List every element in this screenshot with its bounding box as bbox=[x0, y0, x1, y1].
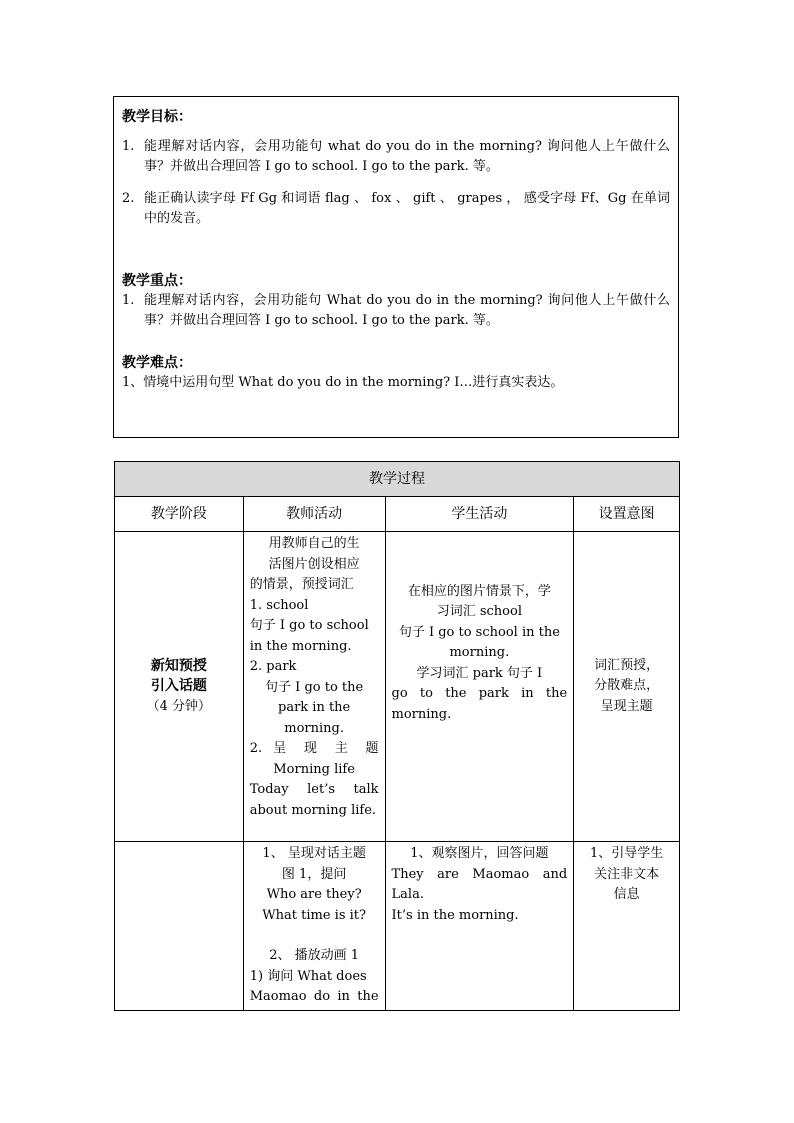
objective-item-2 bbox=[122, 189, 670, 229]
teacher-line: 的情景，预授词汇 bbox=[249, 577, 354, 592]
teacher-line: 句子 I go to school bbox=[249, 618, 369, 633]
student-line: 句子 I go to school in the bbox=[398, 624, 560, 640]
student-line: 1、观察图片，回答问题 bbox=[410, 846, 549, 861]
objective-item-1 bbox=[122, 137, 670, 177]
intent-line: 分散难点， bbox=[594, 678, 660, 694]
teacher-line: Who are they? bbox=[266, 887, 362, 902]
stage-name: 引入话题 bbox=[150, 678, 207, 695]
teacher-activity-cell bbox=[243, 842, 385, 1011]
stage-cell bbox=[115, 842, 244, 1011]
teacher-line: Today let’s talk bbox=[249, 782, 379, 797]
teacher-line: morning. bbox=[284, 720, 344, 736]
student-line: They are Maomao and bbox=[391, 866, 568, 882]
intent-cell bbox=[574, 842, 680, 1011]
teacher-line: 1、 呈现对话主题 bbox=[262, 846, 366, 861]
teacher-line: 1) 询问 What does bbox=[249, 968, 367, 984]
student-line: go to the park in the bbox=[391, 686, 568, 702]
table-row bbox=[115, 532, 680, 842]
difficulties-heading: 教学难点： bbox=[122, 355, 192, 371]
objective-text: 能理解对话内容，会用功能句 what do you do in the morning? 询问他人上午做什么事？并做出合理回答 I go to school. I go to the park. 等。 bbox=[144, 139, 670, 174]
student-line: morning. bbox=[449, 645, 510, 661]
teacher-line: park in the bbox=[278, 700, 351, 715]
stage-duration: （4 分钟） bbox=[146, 698, 212, 714]
process-title: 教学过程 bbox=[115, 462, 680, 497]
intent-line: 信息 bbox=[613, 887, 640, 902]
stage-cell bbox=[115, 532, 244, 842]
objective-text: 能正确认读字母 Ff Gg 和词语 flag 、 fox 、 gift 、 grapes ， 感受字母 Ff、Gg 在单词中的发音。 bbox=[144, 191, 670, 226]
teacher-line: Morning life bbox=[273, 761, 355, 777]
teacher-line: 1. school bbox=[249, 597, 309, 613]
teacher-line: 图 1，提问 bbox=[281, 866, 347, 882]
teacher-line: Maomao do in the bbox=[249, 989, 379, 1004]
header-intent: 设置意图 bbox=[574, 497, 680, 532]
key-points-heading: 教学重点： bbox=[122, 273, 192, 289]
teacher-line: 2. 呈 现 主 题 bbox=[249, 741, 379, 756]
teacher-line: 用教师自己的生 bbox=[268, 536, 360, 551]
student-line: 在相应的图片情景下，学 bbox=[407, 583, 551, 599]
key-point-text: 能理解对话内容，会用功能句 What do you do in the morning? 询问他人上午做什么事？并做出合理回答 I go to school. I go to the park. 等。 bbox=[144, 293, 670, 328]
difficulty-text: 1、情境中运用句型 What do you do in the morning? I…进行真实表达。 bbox=[122, 375, 564, 390]
student-activity-cell bbox=[385, 842, 574, 1011]
teacher-line: 2、 播放动画 1 bbox=[269, 948, 360, 963]
objective-number: 1. bbox=[122, 139, 135, 154]
student-line: morning. bbox=[391, 706, 452, 722]
objectives-box bbox=[113, 96, 679, 438]
student-line: Lala. bbox=[391, 887, 424, 902]
teacher-line: 2. park bbox=[249, 659, 297, 674]
student-activity-cell bbox=[385, 532, 574, 842]
student-line: 学习词汇 park 句子 I bbox=[416, 665, 543, 681]
header-teacher: 教师活动 bbox=[243, 497, 385, 532]
teacher-line: What time is it? bbox=[262, 907, 366, 923]
stage-name: 新知预授 bbox=[150, 657, 207, 674]
student-line: 习词汇 school bbox=[436, 604, 522, 620]
intent-cell bbox=[574, 532, 680, 842]
table-row bbox=[115, 842, 680, 1011]
teacher-activity-cell bbox=[243, 532, 385, 842]
key-point-item-1 bbox=[122, 291, 670, 331]
intent-line: 1、引导学生 bbox=[589, 846, 664, 861]
objectives-heading: 教学目标： bbox=[122, 109, 192, 125]
teacher-line: about morning life. bbox=[249, 802, 377, 818]
intent-line: 呈现主题 bbox=[600, 698, 653, 714]
header-student: 学生活动 bbox=[385, 497, 574, 532]
process-table bbox=[114, 461, 680, 1011]
teacher-line: 活图片创设相应 bbox=[268, 556, 360, 572]
student-line: It’s in the morning. bbox=[391, 907, 519, 923]
teacher-line: in the morning. bbox=[249, 638, 352, 654]
key-point-number: 1. bbox=[122, 293, 135, 308]
header-stage: 教学阶段 bbox=[115, 497, 244, 532]
objective-number: 2. bbox=[122, 191, 135, 206]
intent-line: 词汇预授， bbox=[594, 657, 660, 673]
intent-line: 关注非文本 bbox=[594, 866, 660, 882]
teacher-line: 句子 I go to the bbox=[265, 679, 364, 695]
